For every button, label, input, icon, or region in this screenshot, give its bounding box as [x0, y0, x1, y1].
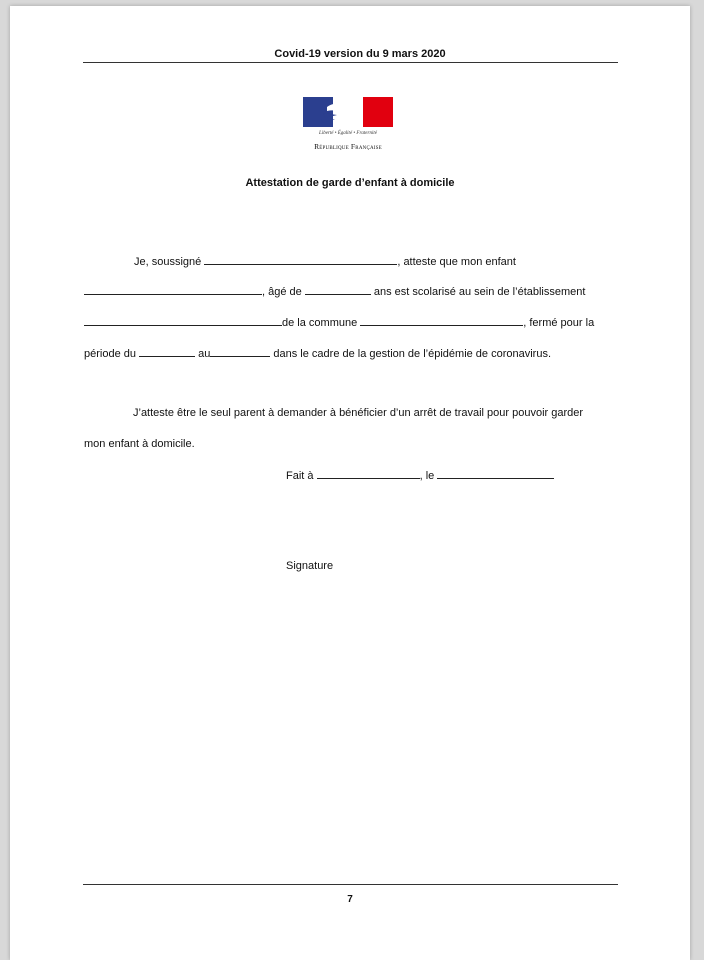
commune-blank[interactable]: [360, 316, 523, 326]
date-text: , le: [419, 470, 438, 482]
footer-rule: [83, 884, 618, 885]
attestation-line-1: J’atteste être le seul parent à demander à bénéficier d’un arrêt de travail pour pouvoir garder: [133, 407, 584, 419]
form-line-2: [84, 285, 585, 298]
attestation-line-2: mon enfant à domicile.: [84, 438, 195, 450]
date-from-blank[interactable]: [139, 347, 195, 357]
form-line-1: [134, 255, 516, 268]
republique-francaise-logo: [300, 97, 396, 155]
line2-text-b: ans est scolarisé au sein de l’établissement: [370, 286, 586, 298]
line3-text-a: de la commune: [282, 317, 361, 329]
place-date-line: [286, 469, 554, 482]
signature-label: Signature: [286, 560, 334, 572]
marianne-flag-icon: [303, 97, 393, 127]
school-blank[interactable]: [84, 316, 282, 326]
name-blank[interactable]: [204, 255, 397, 265]
date-blank[interactable]: [437, 469, 554, 479]
line4-text-b: au: [195, 348, 211, 360]
line2-text-a: , âgé de: [262, 286, 305, 298]
line4-text-c: dans le cadre de la gestion de l’épidémie de coronavirus.: [270, 348, 552, 360]
age-blank[interactable]: [305, 285, 371, 295]
line1-text-a: Je, soussigné: [134, 256, 205, 268]
place-blank[interactable]: [317, 469, 420, 479]
page-header: Covid-19 version du 9 mars 2020: [274, 48, 446, 60]
line3-text-b: , fermé pour la: [523, 317, 595, 329]
logo-name: République Française: [314, 142, 382, 151]
header-rule: [83, 62, 618, 63]
document-title: Attestation de garde d’enfant à domicile: [245, 177, 455, 189]
form-line-3: [84, 316, 594, 329]
logo-motto: Liberté • Égalité • Fraternité: [319, 131, 377, 136]
child-name-blank[interactable]: [84, 285, 262, 295]
page-number: 7: [347, 894, 353, 905]
place-text: Fait à: [286, 470, 317, 482]
line1-text-b: , atteste que mon enfant: [397, 256, 516, 268]
line4-text-a: période du: [84, 348, 140, 360]
form-line-4: [84, 347, 551, 360]
date-to-blank[interactable]: [210, 347, 270, 357]
